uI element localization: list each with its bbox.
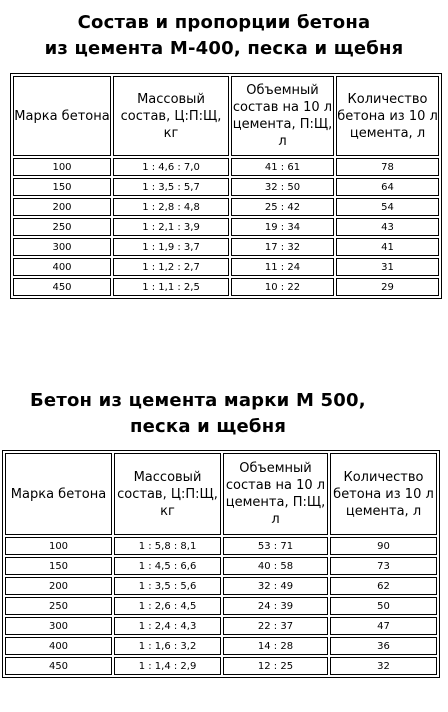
cell-mass: 1 : 4,5 : 6,6 xyxy=(114,557,221,575)
cell-grade: 450 xyxy=(13,278,111,296)
header-volume-composition: Объемный состав на 10 л цемента, П:Щ, л xyxy=(231,76,334,156)
header-concrete-yield: Количество бетона из 10 л цемента, л xyxy=(330,453,437,535)
cell-mass: 1 : 1,2 : 2,7 xyxy=(113,258,229,276)
cell-volume: 22 : 37 xyxy=(223,617,328,635)
cell-yield: 62 xyxy=(330,577,437,595)
title-m400-line1: Состав и пропорции бетона xyxy=(77,12,371,33)
cell-volume: 11 : 24 xyxy=(231,258,334,276)
cell-mass: 1 : 1,4 : 2,9 xyxy=(114,657,221,675)
cell-grade: 400 xyxy=(13,258,111,276)
cell-yield: 41 xyxy=(336,238,439,256)
table-row xyxy=(13,178,439,196)
cell-yield: 64 xyxy=(336,178,439,196)
cell-mass: 1 : 2,4 : 4,3 xyxy=(114,617,221,635)
header-volume-composition: Объемный состав на 10 л цемента, П:Щ, л xyxy=(223,453,328,535)
cell-volume: 25 : 42 xyxy=(231,198,334,216)
title-m400-line2: из цемента М-400, песка и щебня xyxy=(44,38,404,59)
table-header-row xyxy=(5,453,437,535)
cell-yield: 54 xyxy=(336,198,439,216)
table-row xyxy=(13,278,439,296)
cell-yield: 31 xyxy=(336,258,439,276)
cell-grade: 100 xyxy=(13,158,111,176)
cell-volume: 24 : 39 xyxy=(223,597,328,615)
cell-mass: 1 : 3,5 : 5,6 xyxy=(114,577,221,595)
table-row xyxy=(5,537,437,555)
cell-grade: 400 xyxy=(5,637,112,655)
cell-grade: 200 xyxy=(5,577,112,595)
table-row xyxy=(5,597,437,615)
cell-grade: 200 xyxy=(13,198,111,216)
table-row xyxy=(5,557,437,575)
table-m400 xyxy=(10,73,442,299)
cell-mass: 1 : 5,8 : 8,1 xyxy=(114,537,221,555)
cell-mass: 1 : 2,1 : 3,9 xyxy=(113,218,229,236)
header-mass-composition: Массовый состав, Ц:П:Щ, кг xyxy=(114,453,221,535)
cell-volume: 14 : 28 xyxy=(223,637,328,655)
cell-yield: 36 xyxy=(330,637,437,655)
table-m500 xyxy=(2,450,440,678)
cell-volume: 12 : 25 xyxy=(223,657,328,675)
cell-volume: 32 : 49 xyxy=(223,577,328,595)
table-row xyxy=(13,198,439,216)
cell-grade: 150 xyxy=(5,557,112,575)
cell-grade: 100 xyxy=(5,537,112,555)
table-row xyxy=(5,657,437,675)
cell-volume: 32 : 50 xyxy=(231,178,334,196)
cell-yield: 29 xyxy=(336,278,439,296)
cell-volume: 17 : 32 xyxy=(231,238,334,256)
cell-mass: 1 : 1,9 : 3,7 xyxy=(113,238,229,256)
cell-volume: 10 : 22 xyxy=(231,278,334,296)
cell-volume: 53 : 71 xyxy=(223,537,328,555)
cell-volume: 19 : 34 xyxy=(231,218,334,236)
table-row xyxy=(5,617,437,635)
cell-mass: 1 : 2,6 : 4,5 xyxy=(114,597,221,615)
header-mass-composition: Массовый состав, Ц:П:Щ, кг xyxy=(113,76,229,156)
table-row xyxy=(5,637,437,655)
cell-grade: 300 xyxy=(13,238,111,256)
table-header-row xyxy=(13,76,439,156)
title-m500-line2: песка и щебня xyxy=(130,416,287,437)
cell-mass: 1 : 1,6 : 3,2 xyxy=(114,637,221,655)
cell-mass: 1 : 2,8 : 4,8 xyxy=(113,198,229,216)
cell-yield: 43 xyxy=(336,218,439,236)
cell-yield: 78 xyxy=(336,158,439,176)
table-row xyxy=(13,218,439,236)
cell-mass: 1 : 3,5 : 5,7 xyxy=(113,178,229,196)
table-row xyxy=(13,158,439,176)
cell-grade: 250 xyxy=(13,218,111,236)
cell-yield: 32 xyxy=(330,657,437,675)
header-concrete-yield: Количество бетона из 10 л цемента, л xyxy=(336,76,439,156)
cell-volume: 40 : 58 xyxy=(223,557,328,575)
cell-mass: 1 : 1,1 : 2,5 xyxy=(113,278,229,296)
table-row xyxy=(13,258,439,276)
cell-yield: 90 xyxy=(330,537,437,555)
cell-yield: 50 xyxy=(330,597,437,615)
title-m500-line1: Бетон из цемента марки М 500, xyxy=(30,390,366,411)
cell-grade: 300 xyxy=(5,617,112,635)
cell-grade: 450 xyxy=(5,657,112,675)
cell-yield: 73 xyxy=(330,557,437,575)
cell-volume: 41 : 61 xyxy=(231,158,334,176)
table-row xyxy=(13,238,439,256)
cell-grade: 150 xyxy=(13,178,111,196)
cell-yield: 47 xyxy=(330,617,437,635)
cell-mass: 1 : 4,6 : 7,0 xyxy=(113,158,229,176)
header-grade: Марка бетона xyxy=(13,76,111,156)
table-row xyxy=(5,577,437,595)
header-grade: Марка бетона xyxy=(5,453,112,535)
cell-grade: 250 xyxy=(5,597,112,615)
